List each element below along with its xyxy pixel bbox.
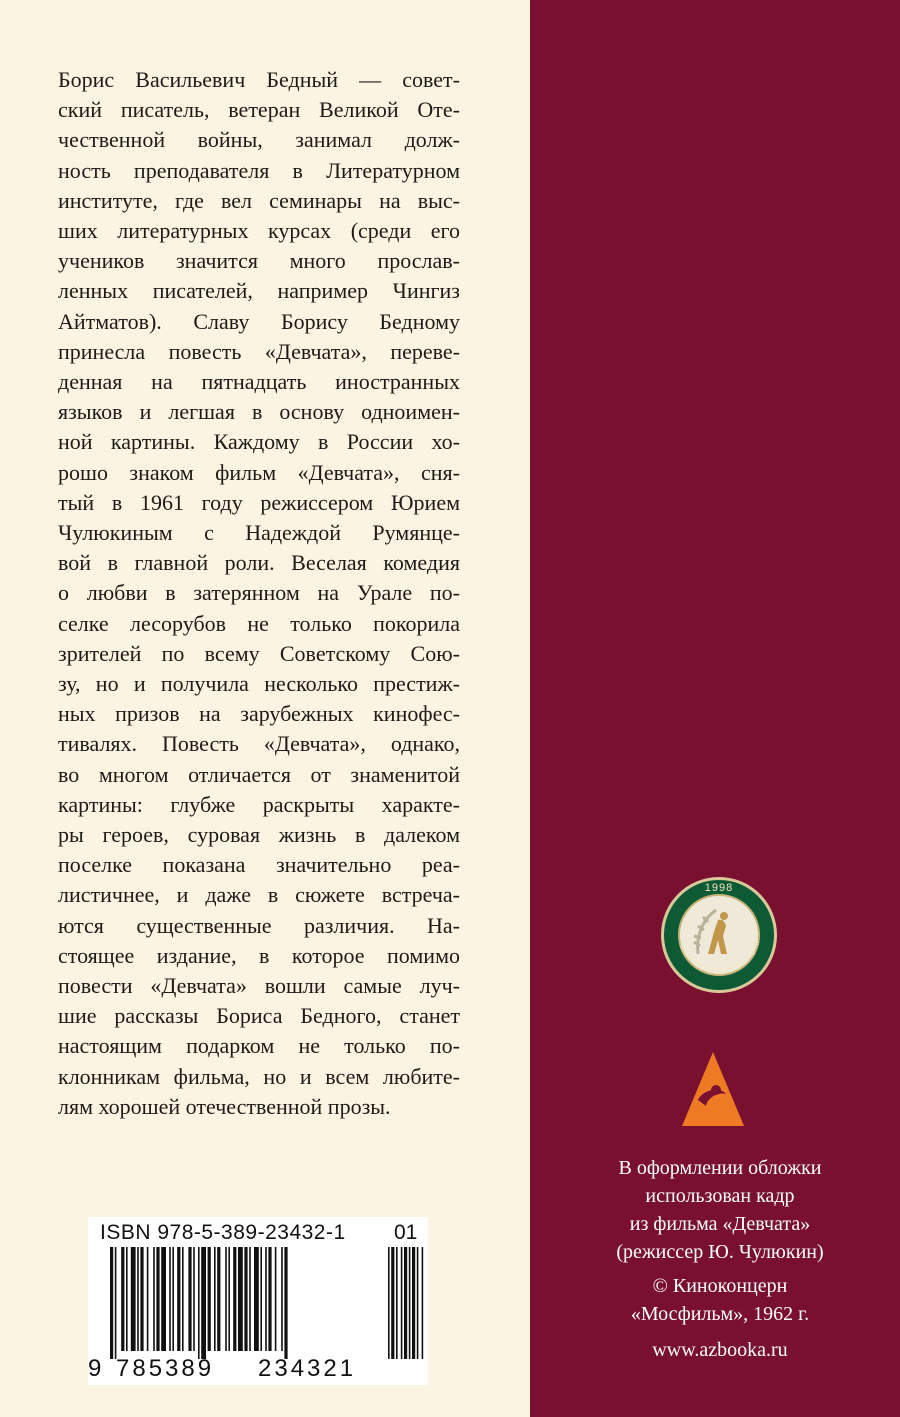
barcode-bar bbox=[281, 1247, 283, 1351]
azbuka-logo-icon bbox=[680, 1050, 746, 1128]
description-line: денная на пятнадцать иностранных bbox=[58, 369, 460, 394]
barcode-addon-bar bbox=[396, 1247, 398, 1359]
barcode-addon-bar bbox=[404, 1247, 407, 1359]
barcode-left-digits: 785389 bbox=[116, 1355, 215, 1382]
description-line: вой в главной роли. Веселая комедия bbox=[58, 550, 460, 576]
barcode-bar bbox=[177, 1247, 180, 1351]
barcode-bar bbox=[156, 1247, 159, 1351]
barcode-addon-bar bbox=[391, 1247, 394, 1359]
description-line: о любви в затерянном на Урале по- bbox=[58, 580, 460, 606]
barcode-bar bbox=[233, 1247, 236, 1351]
description-line: языков и легшая в основу одноимен- bbox=[58, 399, 460, 425]
barcode-addon-bar bbox=[422, 1247, 424, 1359]
barcode-bar bbox=[225, 1247, 227, 1351]
description-line: зу, но и получила несколько престиж- bbox=[58, 671, 460, 696]
description-line: листичнее, и даже в сюжете встреча- bbox=[58, 882, 460, 908]
barcode-bar bbox=[228, 1247, 230, 1351]
barcode-bar bbox=[265, 1247, 267, 1351]
barcode-bar bbox=[284, 1247, 287, 1359]
barcode-bar bbox=[140, 1247, 143, 1351]
description-line: клонникам фильма, но и всем любите- bbox=[58, 1063, 460, 1089]
description-line: ский писатель, ветеран Великой Оте- bbox=[58, 97, 460, 123]
barcode-bar bbox=[214, 1247, 216, 1351]
barcode-bar bbox=[172, 1247, 174, 1351]
copyright-line: «Мосфильм», 1962 г. bbox=[630, 1303, 810, 1325]
description-line: ры героев, суровая жизнь в далеком bbox=[58, 822, 460, 847]
barcode-addon-bar bbox=[388, 1247, 390, 1359]
description-line: ность преподавателя в Литературном bbox=[58, 157, 460, 183]
credit-line: (режиссер Ю. Чулюкин) bbox=[616, 1241, 824, 1263]
description-line: институте, где вел семинары на выс- bbox=[58, 187, 460, 213]
barcode-bar bbox=[188, 1247, 191, 1351]
barcode-bar bbox=[208, 1247, 211, 1351]
barcode-addon-bar bbox=[412, 1247, 415, 1359]
description-line: зрителей по всему Советскому Сою- bbox=[58, 640, 460, 666]
description-line: ленных писателей, например Чингиз bbox=[58, 278, 460, 304]
description-line: Борис Васильевич Бедный — совет- bbox=[58, 67, 460, 92]
description-line: ных призов на зарубежных кинофес- bbox=[58, 701, 460, 727]
barcode-addon-bar bbox=[409, 1247, 411, 1359]
description-line: стоящее издание, в которое помимо bbox=[58, 942, 460, 968]
barcode-bar bbox=[169, 1247, 171, 1351]
barcode-bar bbox=[110, 1247, 113, 1359]
description-line: Чулюкиным с Надеждой Румянце- bbox=[58, 520, 460, 545]
barcode-bar bbox=[260, 1247, 262, 1351]
barcode-bar bbox=[201, 1247, 206, 1359]
description-line: ших литературных курсах (среди его bbox=[58, 218, 460, 243]
isbn-barcode bbox=[88, 1217, 428, 1385]
isbn-addon: 01 bbox=[394, 1221, 418, 1244]
description-line: тивалях. Повесть «Девчата», однако, bbox=[58, 731, 460, 757]
barcode-bar bbox=[217, 1247, 220, 1351]
credit-line: из фильма «Девчата» bbox=[629, 1213, 811, 1235]
description-line: поселке показана значительно реа- bbox=[58, 852, 460, 878]
website-url: www.azbooka.ru bbox=[652, 1339, 788, 1361]
barcode-bar bbox=[244, 1247, 247, 1351]
description-line: лям хорошей отечественной прозы. bbox=[58, 1093, 391, 1119]
barcode-addon-bar bbox=[417, 1247, 419, 1359]
description-line: шие рассказы Бориса Бедного, станет bbox=[58, 1003, 460, 1029]
description-line: настоящим подарком не только по- bbox=[58, 1033, 460, 1059]
medal-year: 1998 bbox=[704, 882, 734, 894]
barcode-bars bbox=[88, 1247, 428, 1359]
barcode-bar bbox=[268, 1247, 271, 1351]
barcode-bar bbox=[153, 1247, 155, 1351]
barcode-bar bbox=[249, 1247, 251, 1351]
description-line: ются существенные различия. На- bbox=[58, 912, 460, 938]
description-line: рошо знаком фильм «Девчата», сня- bbox=[58, 459, 460, 485]
public-recognition-medal bbox=[660, 876, 778, 994]
description-line: Айтматов). Славу Борису Бедному bbox=[58, 308, 460, 334]
barcode-right-digits: 234321 bbox=[258, 1355, 357, 1382]
barcode-bar bbox=[198, 1247, 200, 1359]
barcode-bar bbox=[275, 1247, 277, 1351]
description-line: принесла повесть «Девчата», переве- bbox=[58, 338, 460, 364]
credit-line: использован кадр bbox=[645, 1185, 795, 1207]
barcode-bar bbox=[137, 1247, 139, 1351]
publisher-logo bbox=[680, 1050, 746, 1128]
isbn-number: ISBN 978-5-389-23432-1 bbox=[100, 1221, 346, 1244]
medal-ring-text: ЗНАК ОБЩЕСТВЕННОГО ПР bbox=[677, 936, 763, 975]
description-line: во многом отличается от знаменитой bbox=[58, 761, 460, 787]
description-line: учеников значится много прослав- bbox=[58, 248, 460, 274]
barcode-addon-bar bbox=[401, 1247, 403, 1359]
description-line: картины: глубже раскрыты характе- bbox=[58, 791, 460, 817]
description-line: селке лесорубов не только покорила bbox=[58, 610, 460, 636]
description-line: тый в 1961 году режиссером Юрием bbox=[58, 489, 460, 515]
description-line: чественной войны, занимал долж- bbox=[58, 127, 460, 153]
barcode-bar bbox=[147, 1247, 149, 1351]
description-line: ной картины. Каждому в России хо- bbox=[58, 429, 460, 455]
barcode-bar bbox=[115, 1247, 117, 1359]
barcode-bar bbox=[121, 1247, 124, 1351]
barcode-bar bbox=[193, 1247, 195, 1351]
description-line: повести «Девчата» вошли самые луч- bbox=[58, 973, 460, 998]
barcode-bar bbox=[131, 1247, 136, 1351]
barcode-lead-digit: 9 bbox=[88, 1355, 102, 1382]
barcode-bar bbox=[161, 1247, 166, 1351]
barcode-bar bbox=[238, 1247, 243, 1351]
credit-line: В оформлении обложки bbox=[618, 1157, 822, 1179]
copyright-line: © Киноконцерн bbox=[652, 1275, 788, 1297]
barcode-bar bbox=[126, 1247, 128, 1351]
barcode-bar bbox=[254, 1247, 259, 1351]
barcode-bar bbox=[182, 1247, 184, 1351]
